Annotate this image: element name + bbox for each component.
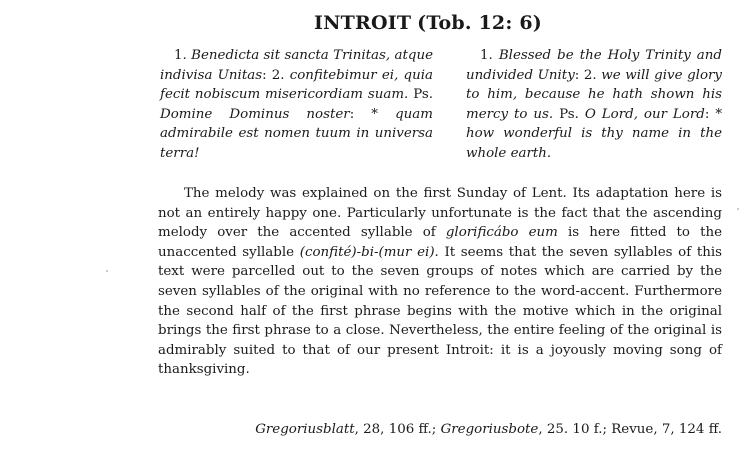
english-text-column bbox=[466, 46, 722, 164]
english-separator-2: : * bbox=[704, 106, 723, 122]
commentary-text-2: is here fitted to the unaccented syllable bbox=[158, 225, 723, 260]
english-separator-1: : bbox=[574, 67, 584, 83]
latin-verse-number-2: 2. bbox=[271, 67, 285, 83]
english-verse-number-2: 2. bbox=[583, 67, 597, 83]
citation-ref-2: , 25. 10 f.; Revue, 7, 124 ff. bbox=[538, 422, 722, 437]
english-antiphon-part-1: Blessed be the Holy Trinity and undivided Unity bbox=[466, 48, 722, 83]
commentary-italic-2: (confité)-bi-(mur ei). bbox=[299, 244, 439, 260]
latin-psalm-incipit: Domine Dominus noster bbox=[160, 106, 350, 122]
scan-speck bbox=[106, 270, 108, 272]
bibliographic-citation bbox=[158, 420, 722, 440]
english-antiphon-part-2: we will give glory to him, because he hath shown his mercy to us. bbox=[466, 67, 722, 122]
latin-verse-number-1: 1. bbox=[174, 48, 187, 63]
latin-psalm-continuation: quam admirabile est nomen tuum in universa terra! bbox=[160, 106, 433, 161]
latin-separator-1: : bbox=[262, 67, 272, 83]
citation-source-2: Gregoriusbote bbox=[440, 422, 539, 437]
citation-source-1: Gregoriusblatt bbox=[255, 422, 355, 437]
english-verse-number-1: 1. bbox=[480, 48, 493, 63]
latin-separator-2: : * bbox=[349, 106, 396, 122]
latin-text-column bbox=[160, 46, 433, 164]
english-psalm-label: Ps. bbox=[553, 106, 585, 122]
english-psalm-continuation: how wonderful is thy name in the whole earth. bbox=[466, 126, 722, 161]
latin-antiphon-part-2: confitebimur ei, quia fecit nobiscum misericordiam suam. bbox=[160, 67, 433, 103]
title-reference: (Tob. 12: 6) bbox=[417, 12, 542, 34]
latin-psalm-label: Ps. bbox=[408, 87, 433, 103]
commentary-text-1: The melody was explained on the first Sunday of Lent. Its adaptation here is not an entirely happy one. Particularly unfortunate is the fact that the ascending melody over the accented syllable of bbox=[158, 186, 722, 241]
title-main: INTROIT bbox=[314, 12, 412, 34]
commentary-paragraph bbox=[158, 184, 722, 380]
scan-speck bbox=[737, 208, 739, 210]
citation-ref-1: , 28, 106 ff.; bbox=[354, 422, 441, 437]
english-psalm-incipit: O Lord, our Lord bbox=[584, 106, 705, 122]
commentary-italic-1: glorificábo eum bbox=[445, 225, 558, 241]
commentary-text-3: It seems that the seven syllables of this text were parcelled out to the seven groups of notes which are carried by the seven syllables of the original with no reference to the word-accent. Furthermore the second half of the first phrase begins with the motive which in the original brings the first phrase to a close. Nevertheless, the entire feeling of the original is admirably suited to that of our present Introit: it is a joyously moving song of thanksgiving. bbox=[158, 244, 722, 378]
page-title bbox=[0, 12, 756, 34]
latin-antiphon-part-1: Benedicta sit sancta Trinitas, atque indivisa Unitas bbox=[160, 48, 434, 83]
